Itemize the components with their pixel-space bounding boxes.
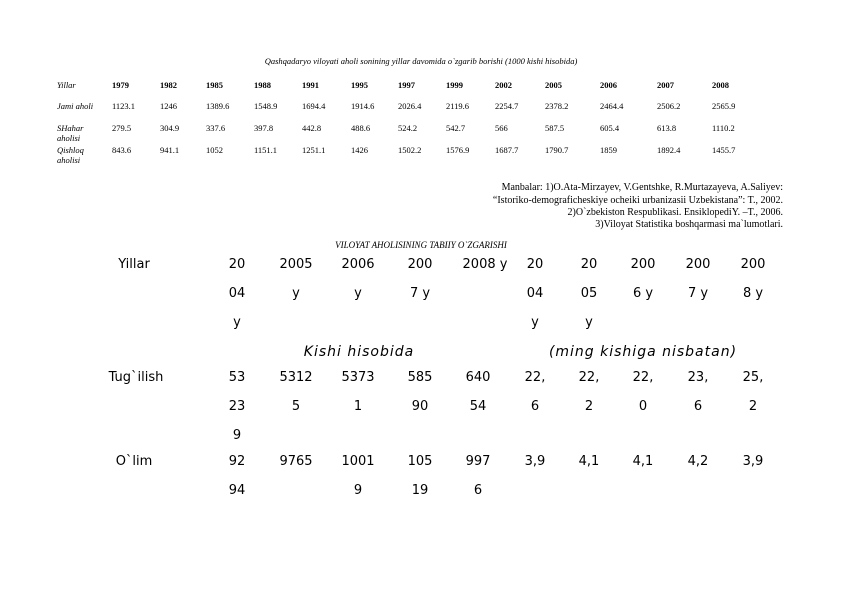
table2-row-label: O`lim [115,454,153,469]
table1-year: 1982 [160,80,177,90]
table1-year: 1995 [351,80,368,90]
cell-line: 19 [411,483,429,498]
table1-cell: 1859 [600,145,617,155]
year-line: 8 y [742,286,764,301]
cell-line: 2 [748,399,758,414]
table2-cell [466,363,491,421]
cell-line: 23, [687,370,709,385]
cell-line: 5373 [341,370,375,385]
cell-line: 640 [465,370,491,385]
cell-line: 6 [530,399,540,414]
table1-year: 1991 [302,80,319,90]
year-line: 200 [685,257,711,272]
table2-title: VILOYAT AHOLISINING TABIIY O`ZGARISHI [335,240,507,250]
table1-cell: 2506.2 [657,101,681,111]
table2-cell [688,363,709,421]
cell-line: 6 [473,483,483,498]
table2-cell [466,447,491,505]
table2-cell [743,447,764,476]
table1-cell: 542.7 [446,123,466,133]
table2-header-label: Yillar [118,257,150,272]
table1-cell: 1052 [206,145,223,155]
year-line: 05 [580,286,598,301]
cell-line: 25, [742,370,764,385]
table2-cell [408,447,433,505]
year-line: 20 [526,257,544,272]
table1-year: 2008 [712,80,729,90]
table1-cell: 1389.6 [206,101,230,111]
year-line: 04 [228,286,246,301]
table1-year: 1988 [254,80,271,90]
table1-cell: 1548.9 [254,101,278,111]
table2-cell [229,447,246,505]
table2-year-cell [686,250,711,308]
year-line: y [292,286,300,301]
table1-cell: 2254.7 [495,101,519,111]
cell-line: 4,1 [578,454,600,469]
table2-year-cell [527,250,544,337]
table1-cell: 1251.1 [302,145,326,155]
table1-cell: 442.8 [302,123,322,133]
year-line: 200 [740,257,766,272]
cell-line: 94 [228,483,246,498]
cell-line: 3,9 [524,454,546,469]
cell-line: 997 [465,454,491,469]
table1-cell: 1892.4 [657,145,681,155]
year-line: 6 y [632,286,654,301]
table2-year-cell [631,250,656,308]
cell-line: 4,2 [687,454,709,469]
table1-row-label: SHahar aholisi [57,123,84,143]
table1-year: 1979 [112,80,129,90]
cell-line: 105 [407,454,433,469]
table2-cell [525,447,546,476]
source-line: 3)Viloyat Statistika boshqarmasi ma`lumotlari. [595,219,783,230]
table1-header-label: Yillar [57,80,76,90]
table1-cell: 613.8 [657,123,677,133]
cell-line: 0 [638,399,648,414]
cell-line: 22, [632,370,654,385]
source-line: Manbalar: 1)O.Ata-Mirzayev, V.Gentshke, R.Murtazayeva, A.Saliyev: [501,182,783,193]
cell-line: 5 [291,399,301,414]
cell-line: 54 [469,399,487,414]
year-line: y [233,315,241,330]
table1-cell: 1687.7 [495,145,519,155]
cell-line: 5312 [279,370,313,385]
table1-cell: 2565.9 [712,101,736,111]
cell-line: 92 [228,454,246,469]
source-line: “Istoriko-demograficheskiye ocheiki urbanizasii Uzbekistana”: T., 2002. [492,195,783,206]
table1-cell: 279.5 [112,123,132,133]
cell-line: 2 [584,399,594,414]
cell-line: 90 [411,399,429,414]
table2-row-label: Tug`ilish [108,370,164,385]
table1-cell: 587.5 [545,123,565,133]
year-line: 200 [630,257,656,272]
year-line: 2008 y [462,257,508,272]
table2-cell [408,363,433,421]
table2-year-cell [463,250,508,279]
table1-cell: 605.4 [600,123,620,133]
table1-cell: 1246 [160,101,177,111]
cell-line: 9 [353,483,363,498]
table1-cell: 488.6 [351,123,371,133]
year-line: 200 [407,257,433,272]
table1-cell: 2464.4 [600,101,624,111]
source-line: 2)O`zbekiston Respublikasi. EnsiklopediY. –T., 2006. [567,207,783,218]
table1-year: 1999 [446,80,463,90]
table1-cell: 1576.9 [446,145,470,155]
unit-label-relative: (ming kishiga nisbatan) [548,344,738,360]
unit-label-absolute: Kishi hisobida [303,344,415,360]
table1-cell: 941.1 [160,145,180,155]
table1-year: 1997 [398,80,415,90]
table1-cell: 843.6 [112,145,132,155]
cell-line: 22, [578,370,600,385]
cell-line: 22, [524,370,546,385]
table2-cell [341,447,374,505]
table2-cell [525,363,546,421]
table1-cell: 2119.6 [446,101,470,111]
table1-cell: 1426 [351,145,368,155]
table2-cell [579,363,600,421]
table1-cell: 337.6 [206,123,226,133]
table2-cell [633,447,654,476]
year-line: y [354,286,362,301]
cell-line: 585 [407,370,433,385]
table1-cell: 1151.1 [254,145,278,155]
table2-cell [279,447,312,476]
table2-cell [579,447,600,476]
cell-line: 6 [693,399,703,414]
table1-cell: 1502.2 [398,145,422,155]
cell-line: 3,9 [742,454,764,469]
table1-cell: 1455.7 [712,145,736,155]
year-line: y [585,315,593,330]
cell-line: 1001 [341,454,375,469]
table1-cell: 2378.2 [545,101,569,111]
table1-cell: 1694.4 [302,101,326,111]
table2-year-cell [341,250,374,308]
year-line: 04 [526,286,544,301]
table1-cell: 397.8 [254,123,274,133]
cell-line: 23 [228,399,246,414]
table2-year-cell [408,250,433,308]
cell-line: 9765 [279,454,313,469]
table2-cell [229,363,246,450]
table1-cell: 1110.2 [712,123,735,133]
cell-line: 53 [228,370,246,385]
cell-line: 4,1 [632,454,654,469]
table2-year-cell [279,250,312,308]
table1-cell: 524.2 [398,123,418,133]
year-line: 20 [580,257,598,272]
table2-cell [743,363,764,421]
table1-year: 2002 [495,80,512,90]
table1-cell: 566 [495,123,508,133]
table1-year: 2005 [545,80,562,90]
cell-line: 1 [353,399,363,414]
table1-year: 1985 [206,80,223,90]
year-line: 7 y [687,286,709,301]
table2-year-cell [581,250,598,337]
table1-cell: 1790.7 [545,145,569,155]
year-line: 7 y [409,286,431,301]
table2-cell [341,363,374,421]
table1-title: Qashqadaryo viloyati aholi sonining yillar davomida o`zgarib borishi (1000 kishi hisobida) [264,56,578,66]
table2-year-cell [229,250,246,337]
cell-line: 9 [232,428,242,443]
table1-row-label: Jami aholi [57,101,94,111]
year-line: 2005 [279,257,313,272]
table1-cell: 1914.6 [351,101,375,111]
table2-year-cell [741,250,766,308]
table1-cell: 1123.1 [112,101,136,111]
year-line: 20 [228,257,246,272]
year-line: y [531,315,539,330]
table2-cell [633,363,654,421]
table2-cell [688,447,709,476]
table2-cell [279,363,312,421]
table1-year: 2007 [657,80,674,90]
table1-cell: 2026.4 [398,101,422,111]
table1-row-label: Qishloq aholisi [57,145,84,165]
year-line: 2006 [341,257,375,272]
table1-cell: 304.9 [160,123,180,133]
table1-year: 2006 [600,80,617,90]
